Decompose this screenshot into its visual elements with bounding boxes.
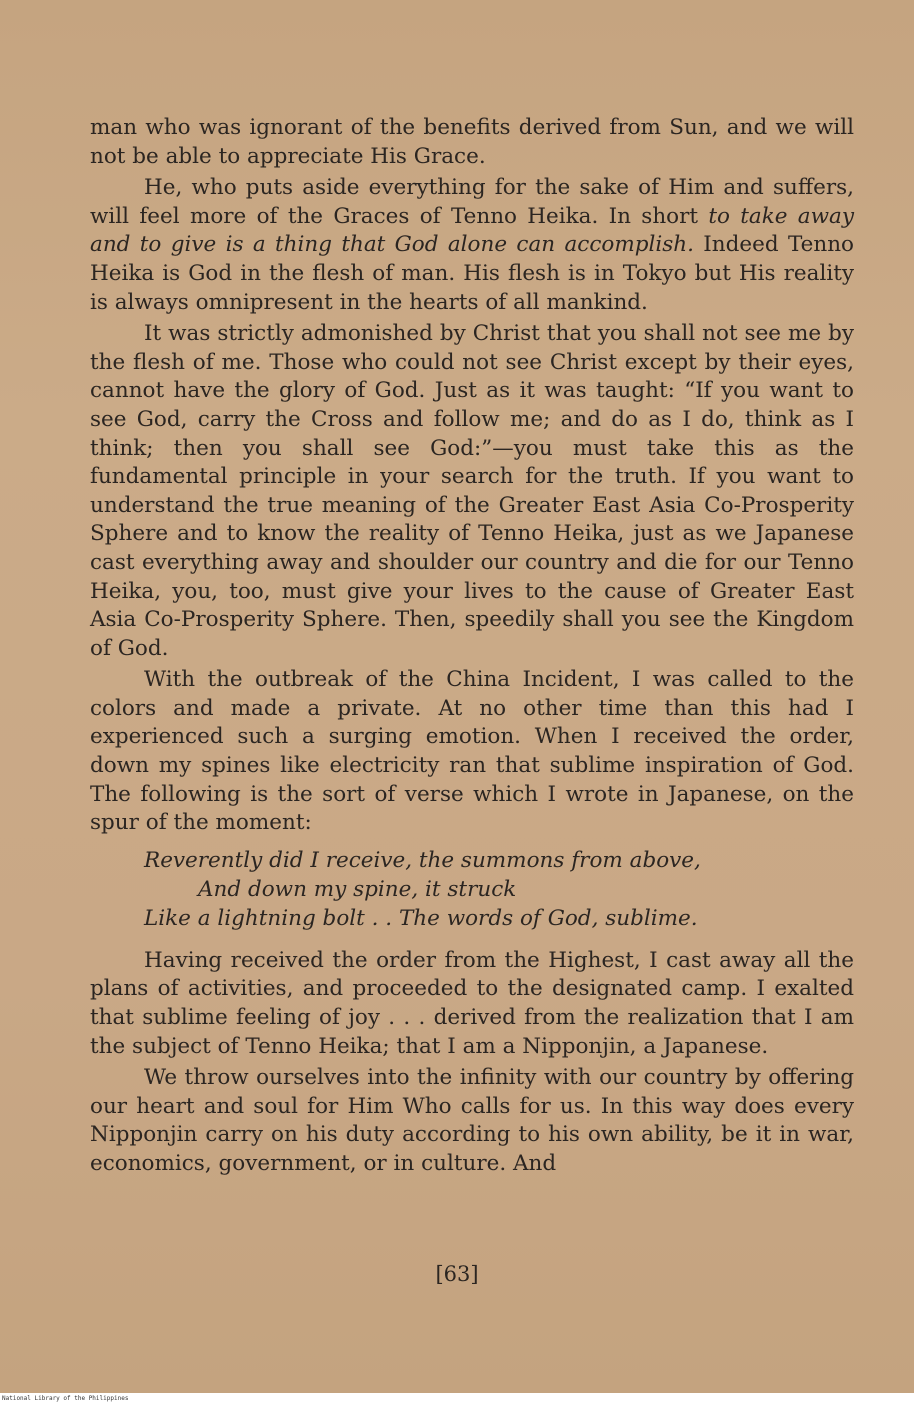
paragraph-p6 (90, 1064, 854, 1178)
italic-text-segment: to take away and to give is a thing that God alone can accomplish. (90, 203, 854, 258)
verse-block (144, 846, 854, 933)
paragraphs-before-verse (90, 114, 854, 838)
text-segment: man who was ignorant of the benefits derived from Sun, and we will not be able to appreciate His Grace. (90, 115, 854, 169)
paragraph-p5 (90, 947, 854, 1061)
page-number: [63] (435, 1262, 479, 1286)
footer-strip (0, 1393, 914, 1403)
paragraph-p3 (90, 320, 854, 663)
text-segment: Indeed Tenno Heika is God in the flesh of man. His flesh is in Tokyo but His reality is always omnipresent in the hearts of all mankind. (90, 232, 854, 315)
text-segment: It was strictly admonished by Christ that you shall not see me by the flesh of me. Those who could not see Christ except by their eyes, cannot have the glory of God. Just as it was taught: “If you want to see God, carry the Cross and follow me; and do as I do, think as I think; then you shall see God:”—you must take this as the fundamental principle in your search for the truth. If you want to understand the true meaning of the Greater East Asia Co-Prosperity Sphere and to know the reality of Tenno Heika, just as we Japanese cast everything away and shoulder our country and die for our Tenno Heika, you, too, must give your lives to the cause of Greater East Asia Co-Prosperity Sphere. Then, speedily shall you see the Kingdom of God. (90, 321, 854, 661)
text-segment: He, who puts aside everything for the sake of Him and suffers, will feel more of the Graces of Tenno Heika. In short (90, 175, 854, 229)
verse-line: Reverently did I receive, the summons from above, (144, 847, 701, 873)
footer-credit: National Library of the Philippines (2, 1395, 129, 1402)
text-segment: We throw ourselves into the infinity with our country by offering our heart and soul for Him Who calls for us. In this way does every Nipponjin carry on his duty according to his own ability, be it in war, economics, government, or in culture. And (90, 1065, 854, 1176)
text-segment: With the outbreak of the China Incident, I was called to the colors and made a private. At no other time than this had I experienced such a surging emotion. When I received the order, down my spines like electricity ran that sublime inspiration of God. The following is the sort of verse which I wrote in Japanese, on the spur of the moment: (90, 667, 854, 836)
paragraph-p4 (90, 666, 854, 838)
verse-line: And down my spine, it struck (198, 876, 517, 902)
paragraph-p2 (90, 174, 854, 317)
paragraph-p1 (90, 114, 854, 171)
text-segment: Having received the order from the Highest, I cast away all the plans of activities, and proceeded to the designated camp. I exalted that sublime feeling of joy . . . derived from the realization that I am the subject of Tenno Heika; that I am a Nipponjin, a Japanese. (90, 947, 854, 1059)
paragraphs-after-verse (90, 947, 854, 1179)
page-body-text (90, 114, 854, 1179)
verse-line: Like a lightning bolt . . The words of God, sublime. (144, 905, 698, 931)
